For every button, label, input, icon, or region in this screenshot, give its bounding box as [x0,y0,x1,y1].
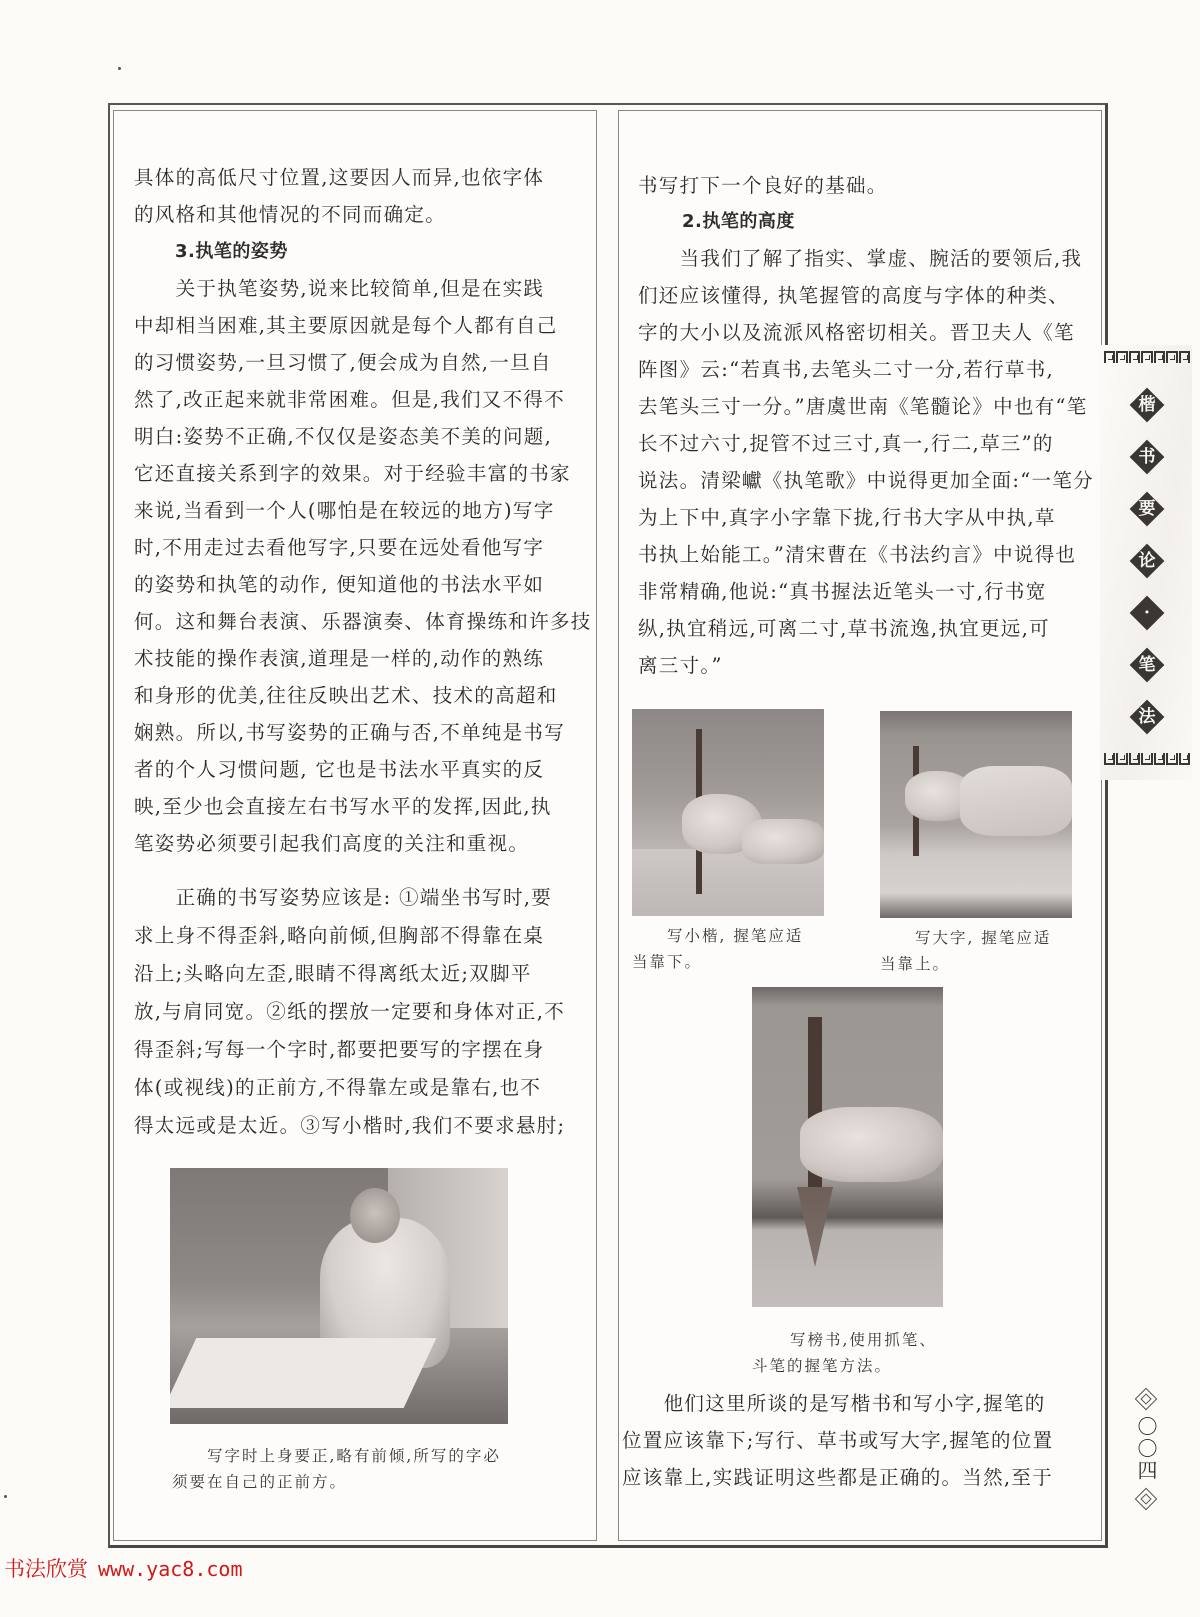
tab-char: 要 [1132,494,1162,524]
left-line: 中却相当困难,其主要原因就是每个人都有自己 [134,314,558,337]
left-line: 沿上;头略向左歪,眼睛不得离纸太近;双脚平 [134,962,532,985]
left-line: 它还直接关系到字的效果。对于经验丰富的书家 [134,462,571,485]
left-line: 明白:姿势不正确,不仅仅是姿态美不美的问题, [134,425,553,448]
tab-separator: · [1132,598,1162,628]
right-line: 纵,执宜稍远,可离二寸,草书流逸,执宜更远,可 [638,617,1050,640]
left-line: 何。这和舞台表演、乐器演奏、体育操练和许多技 [134,610,592,633]
left-line: 得歪斜;写每一个字时,都要把要写的字摆在身 [134,1038,545,1061]
tab-char: 论 [1132,546,1162,576]
photo-writing-posture [170,1168,508,1424]
tab-char: 法 [1132,702,1162,732]
left-line: 和身形的优美,往往反映出艺术、技术的高超和 [134,684,558,707]
right-line: 书写打下一个良好的基础。 [638,174,888,197]
photo-caption: 当靠下。 [632,953,703,971]
right-line: 去笔头三寸一分。”唐虞世南《笔髓论》中也有“笔 [638,395,1088,418]
right-line: 当我们了解了指实、掌虚、腕活的要领后,我 [638,247,1083,270]
right-line: 阵图》云:“若真书,去笔头二寸一分,若行草书, [638,358,1055,381]
photo-brush-tip [797,1187,833,1267]
left-line: 娴熟。所以,书写姿势的正确与否,不单纯是书写 [134,721,565,744]
watermark [4,1556,243,1582]
photo-head [350,1188,400,1243]
scan-speck [118,67,121,70]
left-line: 映,至少也会直接左右书写水平的发挥,因此,执 [134,795,552,818]
right-line: 应该靠上,实践证明这些都是正确的。当然,至于 [622,1466,1053,1489]
left-line: 关于执笔姿势,说来比较简单,但是在实践 [134,277,545,300]
photo-large-char-grip [880,711,1072,918]
right-line: 说法。清梁巘《执笔歌》中说得更加全面:“一笔分 [638,469,1094,492]
photo-small-kai-grip [632,709,824,916]
left-line: 时,不用走过去看他写字,只要在远处看他写字 [134,536,545,559]
left-line: 的习惯姿势,一旦习惯了,便会成为自然,一旦自 [134,351,552,374]
scan-speck [4,1495,7,1498]
page-number-text: 〇〇四 [1134,1416,1158,1482]
right-line: 长不过六寸,捉管不过三寸,真一,行二,草三”的 [638,432,1054,455]
section-side-tab [1100,345,1192,780]
page-number [1128,1390,1164,1508]
photo-caption: 写小楷, 握笔应适 [632,927,804,945]
watermark-label: 书法欣赏 [4,1557,88,1581]
photo-caption: 写榜书,使用抓笔、 [790,1331,937,1349]
section-heading-3: 3.执笔的姿势 [175,241,288,262]
photo-caption: 写字时上身要正,略有前倾,所写的字必 [172,1447,501,1465]
watermark-url[interactable]: www.yac8.com [98,1557,243,1581]
photo-caption: 须要在自己的正前方。 [172,1473,348,1491]
left-line: 放,与肩同宽。②纸的摆放一定要和身体对正,不 [134,1000,565,1023]
left-line: 术技能的操作表演,道理是一样的,动作的熟练 [134,647,545,670]
left-line: 得太远或是太近。③写小楷时,我们不要求悬肘; [134,1114,566,1137]
left-line: 笔姿势必须要引起我们高度的关注和重视。 [134,832,530,855]
left-line: 正确的书写姿势应该是: ①端坐书写时,要 [134,886,553,909]
section-heading-2: 2.执笔的高度 [682,211,795,232]
right-line: 他们这里所谈的是写楷书和写小字,握笔的 [622,1392,1046,1415]
photo-caption: 当靠上。 [880,955,951,973]
tab-char: 楷 [1132,390,1162,420]
right-line: 书执上始能工。”清宋曹在《书法约言》中说得也 [638,543,1077,566]
tab-char: 书 [1132,442,1162,472]
diamond-ornament-icon [1137,1390,1155,1408]
left-line: 然了,改正起来就非常困难。但是,我们又不得不 [134,388,565,411]
left-line: 者的个人习惯问题, 它也是书法水平真实的反 [134,758,545,781]
photo-caption: 写大字, 握笔应适 [880,929,1052,947]
left-line: 体(或视线)的正前方,不得靠左或是靠右,也不 [134,1076,542,1099]
tab-char: 笔 [1132,650,1162,680]
left-line: 的姿势和执笔的动作, 便知道他的书法水平如 [134,573,545,596]
photo-caption: 斗笔的握笔方法。 [752,1357,893,1375]
diamond-ornament-icon [1137,1490,1155,1508]
fret-border-bottom [1104,753,1190,767]
right-line: 位置应该靠下;写行、草书或写大字,握笔的位置 [622,1429,1054,1452]
right-line: 为上下中,真字小字靠下拢,行书大字从中执,草 [638,506,1056,529]
right-line: 非常精确,他说:“真书握法近笔头一寸,行书宽 [638,580,1047,603]
left-line: 求上身不得歪斜,略向前倾,但胸部不得靠在桌 [134,924,545,947]
photo-paper [170,1338,436,1408]
right-line: 字的大小以及流派风格密切相关。晋卫夫人《笔 [638,321,1075,344]
left-line: 来说,当看到一个人(哪怕是在较远的地方)写字 [134,499,555,522]
photo-hand [800,1107,943,1182]
right-line: 们还应该懂得, 执笔握管的高度与字体的种类、 [638,284,1069,307]
left-line: 具体的高低尺寸位置,这要因人而异,也依字体 [134,166,545,189]
right-line: 离三寸。” [638,654,723,677]
fret-border-top [1104,351,1190,365]
left-line: 的风格和其他情况的不同而确定。 [134,203,447,226]
photo-bangshu-grip [752,987,943,1307]
